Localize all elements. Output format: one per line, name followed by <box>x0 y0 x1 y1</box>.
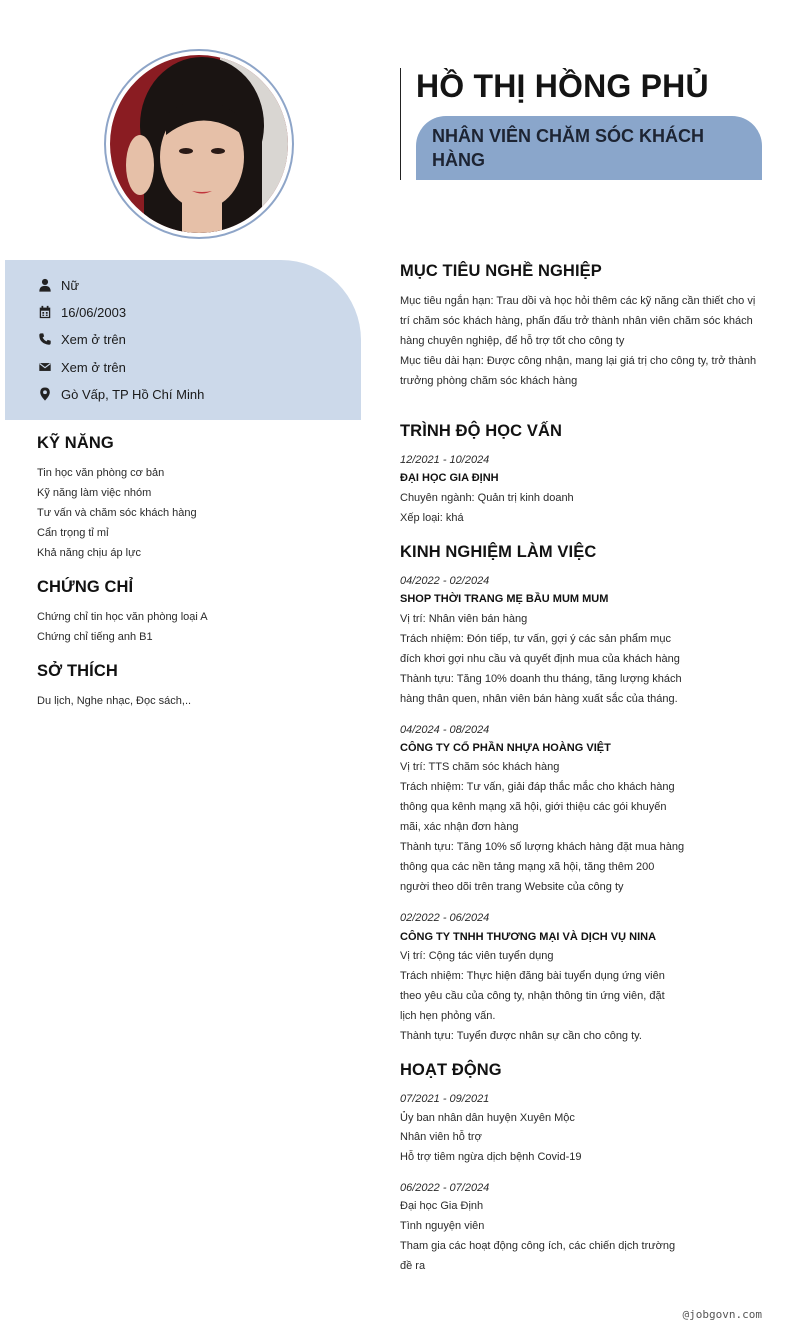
contact-gender <box>38 275 79 295</box>
job-line: Trách nhiệm: Đón tiếp, tư vấn, gợi ý các sản phẩm mục <box>400 633 671 645</box>
education-line: Chuyên ngành: Quản trị kinh doanh <box>400 492 574 504</box>
mail-icon <box>38 360 52 374</box>
education-heading: TRÌNH ĐỘ HỌC VẤN <box>400 422 563 440</box>
calendar-icon <box>38 305 52 319</box>
contact-phone <box>38 329 126 349</box>
certificate-item: Chứng chỉ tin học văn phòng loại A <box>37 611 208 623</box>
birthdate-text: 16/06/2003 <box>61 304 127 320</box>
job-company: CÔNG TY TNHH THƯƠNG MẠI VÀ DỊCH VỤ NINA <box>400 931 657 943</box>
skill-item: Tư vấn và chăm sóc khách hàng <box>37 507 197 519</box>
objective-line: trí chăm sóc khách hàng, phấn đấu trở thành nhân viên chăm sóc khách <box>400 315 753 327</box>
objective-line: Mục tiêu dài hạn: Được công nhận, mang lại giá trị cho công ty, trở thành <box>400 355 757 367</box>
skill-item: Cẩn trọng tỉ mỉ <box>37 527 109 539</box>
job-line: Vị trí: TTS chăm sóc khách hàng <box>400 761 560 773</box>
job-line: Thành tựu: Tăng 10% số lượng khách hàng đặt mua hàng <box>400 841 685 853</box>
activity-line: Tình nguyện viên <box>400 1220 485 1232</box>
position-title: NHÂN VIÊN CHĂM SÓC KHÁCH HÀNG <box>432 126 705 170</box>
job-line: người theo dõi trên trang Website của công ty <box>400 881 624 893</box>
objective-line: hàng chuyên nghiệp, để hỗ trợ tốt cho công ty <box>400 335 625 347</box>
activity-date: 06/2022 - 07/2024 <box>400 1182 490 1194</box>
address-text: Gò Vấp, TP Hồ Chí Minh <box>61 386 205 402</box>
job-line: Thành tựu: Tuyển được nhân sự cần cho công ty. <box>400 1030 642 1042</box>
activity-date: 07/2021 - 09/2021 <box>400 1093 490 1105</box>
job-line: Vị trí: Cộng tác viên tuyển dụng <box>400 950 554 962</box>
location-pin-icon <box>38 387 52 401</box>
activity-line: Hỗ trợ tiêm ngừa dịch bệnh Covid-19 <box>400 1151 582 1163</box>
objective-line: Mục tiêu ngắn hạn: Trau dồi và học hỏi thêm các kỹ năng cần thiết cho vị <box>400 295 756 307</box>
person-icon <box>38 278 52 292</box>
skills-heading: KỸ NĂNG <box>37 434 114 452</box>
gender-text: Nữ <box>61 277 80 293</box>
header-divider <box>400 68 401 180</box>
education-line: Xếp loại: khá <box>400 512 464 524</box>
avatar <box>110 55 288 233</box>
phone-text: Xem ở trên <box>61 331 126 347</box>
job-date: 04/2024 - 08/2024 <box>400 724 490 736</box>
objective-line: trưởng phòng chăm sóc khách hàng <box>400 375 578 387</box>
skill-item: Tin học văn phòng cơ bản <box>37 467 165 479</box>
job-line: Trách nhiệm: Thực hiện đăng bài tuyển dụng ứng viên <box>400 970 665 982</box>
phone-icon <box>38 332 52 346</box>
education-date: 12/2021 - 10/2024 <box>400 454 490 466</box>
skill-item: Khả năng chịu áp lực <box>37 547 141 559</box>
activities-heading: HOẠT ĐỘNG <box>400 1061 502 1079</box>
activity-line: Đại học Gia Định <box>400 1200 484 1212</box>
hobbies-heading: SỞ THÍCH <box>37 662 118 680</box>
watermark: @jobgovn.com <box>682 1308 762 1321</box>
contact-birthdate <box>38 302 126 322</box>
job-company: SHOP THỜI TRANG MẸ BẦU MUM MUM <box>400 593 609 605</box>
job-line: thông qua kênh mạng xã hội, giới thiệu các gói khuyến <box>400 801 667 813</box>
skill-item: Kỹ năng làm việc nhóm <box>37 487 152 499</box>
job-line: theo yêu cầu của công ty, nhận thông tin ứng viên, đặt <box>400 990 665 1002</box>
email-text: Xem ở trên <box>61 359 126 375</box>
job-line: lịch hẹn phỏng vấn. <box>400 1010 496 1022</box>
candidate-name: HỒ THỊ HỒNG PHỦ <box>416 68 709 104</box>
job-date: 02/2022 - 06/2024 <box>400 912 490 924</box>
job-line: Trách nhiệm: Tư vấn, giải đáp thắc mắc cho khách hàng <box>400 781 675 793</box>
experience-heading: KINH NGHIỆM LÀM VIỆC <box>400 543 597 561</box>
job-company: CÔNG TY CỔ PHẦN NHỰA HOÀNG VIỆT <box>400 742 611 754</box>
contact-email <box>38 357 126 377</box>
objective-heading: MỤC TIÊU NGHỀ NGHIỆP <box>400 262 602 280</box>
education-school: ĐẠI HỌC GIA ĐỊNH <box>400 472 499 484</box>
job-date: 04/2022 - 02/2024 <box>400 575 490 587</box>
certificates-heading: CHỨNG CHỈ <box>37 578 134 596</box>
activity-line: Nhân viên hỗ trợ <box>400 1131 482 1143</box>
job-line: đích khơi gợi nhu cầu và quyết định mua của khách hàng <box>400 653 680 665</box>
job-line: mãi, xác nhận đơn hàng <box>400 821 519 833</box>
job-line: Vị trí: Nhân viên bán hàng <box>400 613 528 625</box>
position-banner <box>416 116 762 180</box>
contact-address <box>38 384 204 404</box>
activity-line: Ủy ban nhân dân huyện Xuyên Mộc <box>400 1112 575 1124</box>
certificate-item: Chứng chỉ tiếng anh B1 <box>37 631 153 643</box>
job-line: Thành tựu: Tăng 10% doanh thu tháng, tăng lượng khách <box>400 673 682 685</box>
hobbies-text: Du lịch, Nghe nhạc, Đọc sách,.. <box>37 695 192 707</box>
activity-line: đề ra <box>400 1260 426 1272</box>
job-line: hàng thân quen, nhân viên bán hàng xuất sắc của tháng. <box>400 693 678 705</box>
portrait-photo <box>110 55 288 233</box>
activity-line: Tham gia các hoạt động công ích, các chiến dịch trường <box>400 1240 676 1252</box>
job-line: thông qua các nền tảng mạng xã hội, tăng thêm 200 <box>400 861 655 873</box>
